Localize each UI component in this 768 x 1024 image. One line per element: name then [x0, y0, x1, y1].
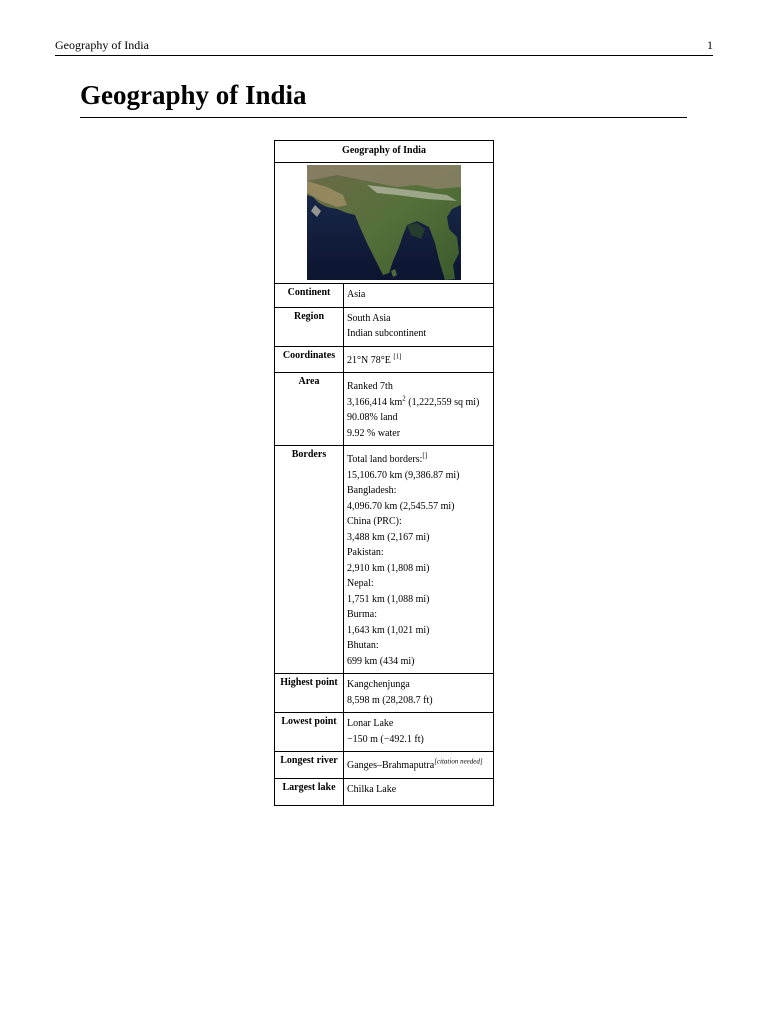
running-header-title: Geography of India — [55, 38, 149, 52]
label-longest-river: Longest river — [275, 752, 344, 779]
row-lowest-point — [275, 713, 494, 752]
label-borders: Borders — [275, 446, 344, 674]
label-lowest-point: Lowest point — [275, 713, 344, 752]
citation-needed-link[interactable]: [citation needed] — [434, 757, 483, 766]
borders-line: 3,488 km (2,167 mi) — [347, 531, 430, 543]
borders-line: 2,910 km (1,808 mi) — [347, 562, 430, 574]
borders-line: Pakistan: — [347, 547, 384, 558]
continent-value: Asia — [347, 289, 366, 300]
row-largest-lake — [275, 778, 494, 806]
area-water: 9.92 % water — [347, 427, 401, 439]
row-continent — [275, 284, 494, 308]
label-area: Area — [275, 373, 344, 446]
highest-line: 8,598 m (28,208.7 ft) — [347, 694, 433, 706]
area-size — [347, 395, 490, 411]
row-coordinates — [275, 346, 494, 373]
area-land: 90.08% land — [347, 412, 398, 423]
running-header — [55, 38, 713, 56]
borders-line: 1,643 km (1,021 mi) — [347, 624, 430, 636]
borders-line: Bhutan: — [347, 640, 379, 651]
area-km: 3,166,414 km — [347, 396, 403, 408]
lowest-line: −150 m (−492.1 ft) — [347, 733, 424, 745]
label-region: Region — [275, 307, 344, 346]
value-continent — [344, 284, 494, 308]
borders-total — [347, 452, 490, 468]
infobox — [274, 140, 494, 806]
region-line: Indian subcontinent — [347, 328, 427, 339]
value-coordinates — [344, 346, 494, 373]
label-continent: Continent — [275, 284, 344, 308]
infobox-caption: Geography of India — [275, 141, 494, 163]
area-km-sup: 2 — [402, 394, 406, 403]
area-rank: Ranked 7th — [347, 381, 393, 392]
coordinates-value: 21°N 78°E — [347, 354, 394, 366]
borders-line: 699 km (434 mi) — [347, 655, 415, 667]
row-region — [275, 307, 494, 346]
area-mi: (1,222,559 sq mi) — [405, 396, 480, 408]
row-longest-river — [275, 752, 494, 779]
borders-line: 1,751 km (1,088 mi) — [347, 593, 430, 605]
coordinates-ref-link[interactable]: [1] — [393, 352, 402, 361]
value-largest-lake — [344, 778, 494, 806]
row-highest-point — [275, 674, 494, 713]
value-longest-river — [344, 752, 494, 779]
largest-lake-value: Chilka Lake — [347, 783, 397, 795]
label-highest-point: Highest point — [275, 674, 344, 713]
longest-river-value: Ganges–Brahmaputra — [347, 760, 435, 771]
satellite-image-cell — [275, 163, 494, 284]
value-region — [344, 307, 494, 346]
highest-line: Kangchenjunga — [347, 679, 410, 690]
borders-ref-link[interactable]: [] — [422, 451, 428, 460]
borders-line: Burma: — [347, 609, 377, 620]
region-line: South Asia — [347, 312, 391, 324]
value-highest-point — [344, 674, 494, 713]
lowest-line: Lonar Lake — [347, 718, 394, 729]
borders-total-label: Total land borders: — [347, 454, 423, 465]
page-title: Geography of India — [80, 77, 687, 118]
value-area — [344, 373, 494, 446]
borders-line: 15,106.70 km (9,386.87 mi) — [347, 469, 460, 481]
india-satellite-image — [307, 165, 461, 280]
borders-line: Bangladesh: — [347, 485, 397, 496]
label-coordinates: Coordinates — [275, 346, 344, 373]
row-borders — [275, 446, 494, 674]
borders-line: China (PRC): — [347, 516, 402, 527]
borders-line: Nepal: — [347, 578, 374, 589]
label-largest-lake: Largest lake — [275, 778, 344, 806]
borders-line: 4,096.70 km (2,545.57 mi) — [347, 500, 455, 512]
value-lowest-point — [344, 713, 494, 752]
value-borders — [344, 446, 494, 674]
page-number: 1 — [707, 38, 713, 52]
row-area — [275, 373, 494, 446]
